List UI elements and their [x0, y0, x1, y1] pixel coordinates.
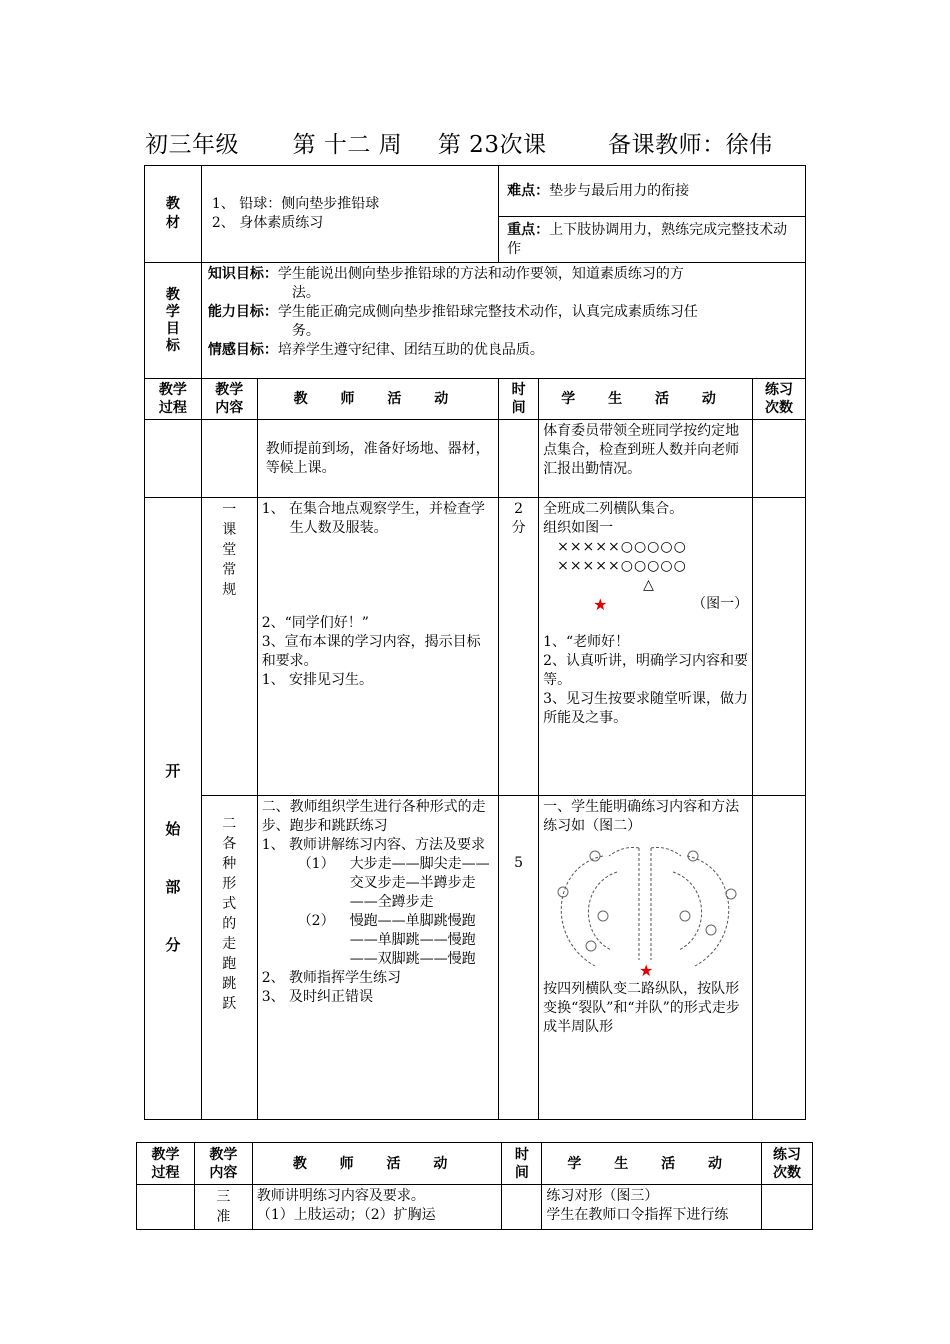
col-student: 学 生 活 动 [542, 1143, 762, 1185]
star-icon: ★ [593, 595, 608, 614]
lesson: 第 23次课 [437, 132, 547, 158]
col-student: 学 生 活 动 [539, 379, 753, 420]
prep-row [137, 1185, 813, 1230]
lesson-plan-table-page2 [136, 1142, 813, 1230]
col-teacher: 教 师 活 动 [252, 1143, 502, 1185]
teacher-triangle-icon: △ [643, 577, 654, 593]
goals-label: 教 学 目 标 [145, 263, 202, 379]
pre-student: 体育委员带领全班同学按约定地点集合，检查到班人数并向老师汇报出勤情况。 [539, 420, 753, 498]
goals-text: 知识目标：学生能说出侧向垫步推铅球的方法和动作要领，知道素质练习的方 法。 能力目标：学生能正确完成侧向垫步推铅球完整技术动作，认真完成素质练习任 务。 情感目标：培养学生遵守纪律、团结互助的优良品质。 [201, 263, 805, 379]
routine-time: 2 分 [499, 498, 539, 796]
material-item: 1、 铅球：侧向垫步推铅球 [211, 196, 380, 212]
difficulty: 难点：垫步与最后用力的衔接 [499, 166, 806, 217]
fig1-caption: （图一） [692, 596, 749, 612]
routine-row [145, 498, 806, 796]
walk-content: 二 各 种 形 式 的 走 跑 跳 跃 [201, 796, 257, 1120]
routine-teacher: 1、 在集合地点观察学生，并检查学生人数及服装。 2、“同学们好！” 3、宣布本课的学习内容，揭示目标和要求。 1、 安排见习生。 [257, 498, 498, 796]
fig1-row: ×××××○○○○○ [557, 539, 687, 555]
lesson-plan-table [144, 165, 806, 1120]
page-title [145, 126, 773, 159]
col-time: 时 间 [502, 1143, 542, 1185]
prep-content: 三 准 [194, 1185, 252, 1230]
star-icon: ★ [639, 961, 654, 980]
routine-student: 全班成二列横队集合。 组织如图一 ×××××○○○○○ ×××××○○○○○ △ ★ （图一） 1、“老师好！ 2、认真听讲，明确学习内容和要等。 3、见习生按要求随堂听课，做力所能及之事。 [539, 498, 753, 796]
material-item: 2、 身体素质练习 [211, 215, 324, 231]
column-header-row [137, 1143, 813, 1185]
grade: 初三年级 [145, 132, 239, 158]
material-row: 教 材 1、 铅球：侧向垫步推铅球 2、 身体素质练习 难点：垫步与最后用力的衔接 [145, 166, 806, 217]
col-teacher: 教 师 活 动 [257, 379, 498, 420]
teacher-name: 备课教师：徐伟 [608, 132, 773, 158]
pre-teacher: 教师提前到场，准备好场地、器材，等候上课。 [257, 420, 498, 498]
col-reps: 练习 次数 [753, 379, 806, 420]
goals-row [145, 263, 806, 379]
prep-student: 练习对形（图三） 学生在教师口令指挥下进行练 [542, 1185, 762, 1230]
col-process: 教学 过程 [145, 379, 202, 420]
section-start: 开 始 部 分 [145, 498, 202, 1120]
formation-diagram [543, 842, 747, 980]
walk-run-row [145, 796, 806, 1120]
walk-teacher: 二、教师组织学生进行各种形式的走步、跑步和跳跃练习 1、 教师讲解练习内容、方法及要求 （1） 大步走——脚尖走——交叉步走—半蹲步走——全蹲步走 （2） 慢跑——单脚跳慢跑——单脚跳——慢跑——双脚跳——慢跑 2、 教师指挥学生练习 3、 及时纠正错误 [257, 796, 498, 1120]
pre-class-row [145, 420, 806, 498]
column-header-row [145, 379, 806, 420]
col-time: 时 间 [499, 379, 539, 420]
prep-teacher: 教师讲明练习内容及要求。 （1）上肢运动；（2）扩胸运 [252, 1185, 502, 1230]
col-reps: 练习 次数 [762, 1143, 813, 1185]
week: 第 十二 周 [292, 132, 403, 158]
fig1-row: ×××××○○○○○ [557, 558, 687, 574]
col-content: 教学 内容 [194, 1143, 252, 1185]
material-label: 教 [165, 196, 180, 212]
walk-student: 一、学生能明确练习内容和方法 练习如（图二） ★ 按四列横队变二路纵队，按队形变换“裂队”和“并队”的形式走步成半周队形 [539, 796, 753, 1120]
col-process: 教学 过程 [137, 1143, 195, 1185]
key-point: 重点：上下肢协调用力，熟练完成完整技术动作 [499, 217, 806, 263]
col-content: 教学 内容 [201, 379, 257, 420]
walk-time: 5 [499, 796, 539, 1120]
routine-content: 一 课 堂 常 规 [201, 498, 257, 796]
material-list [201, 166, 498, 263]
